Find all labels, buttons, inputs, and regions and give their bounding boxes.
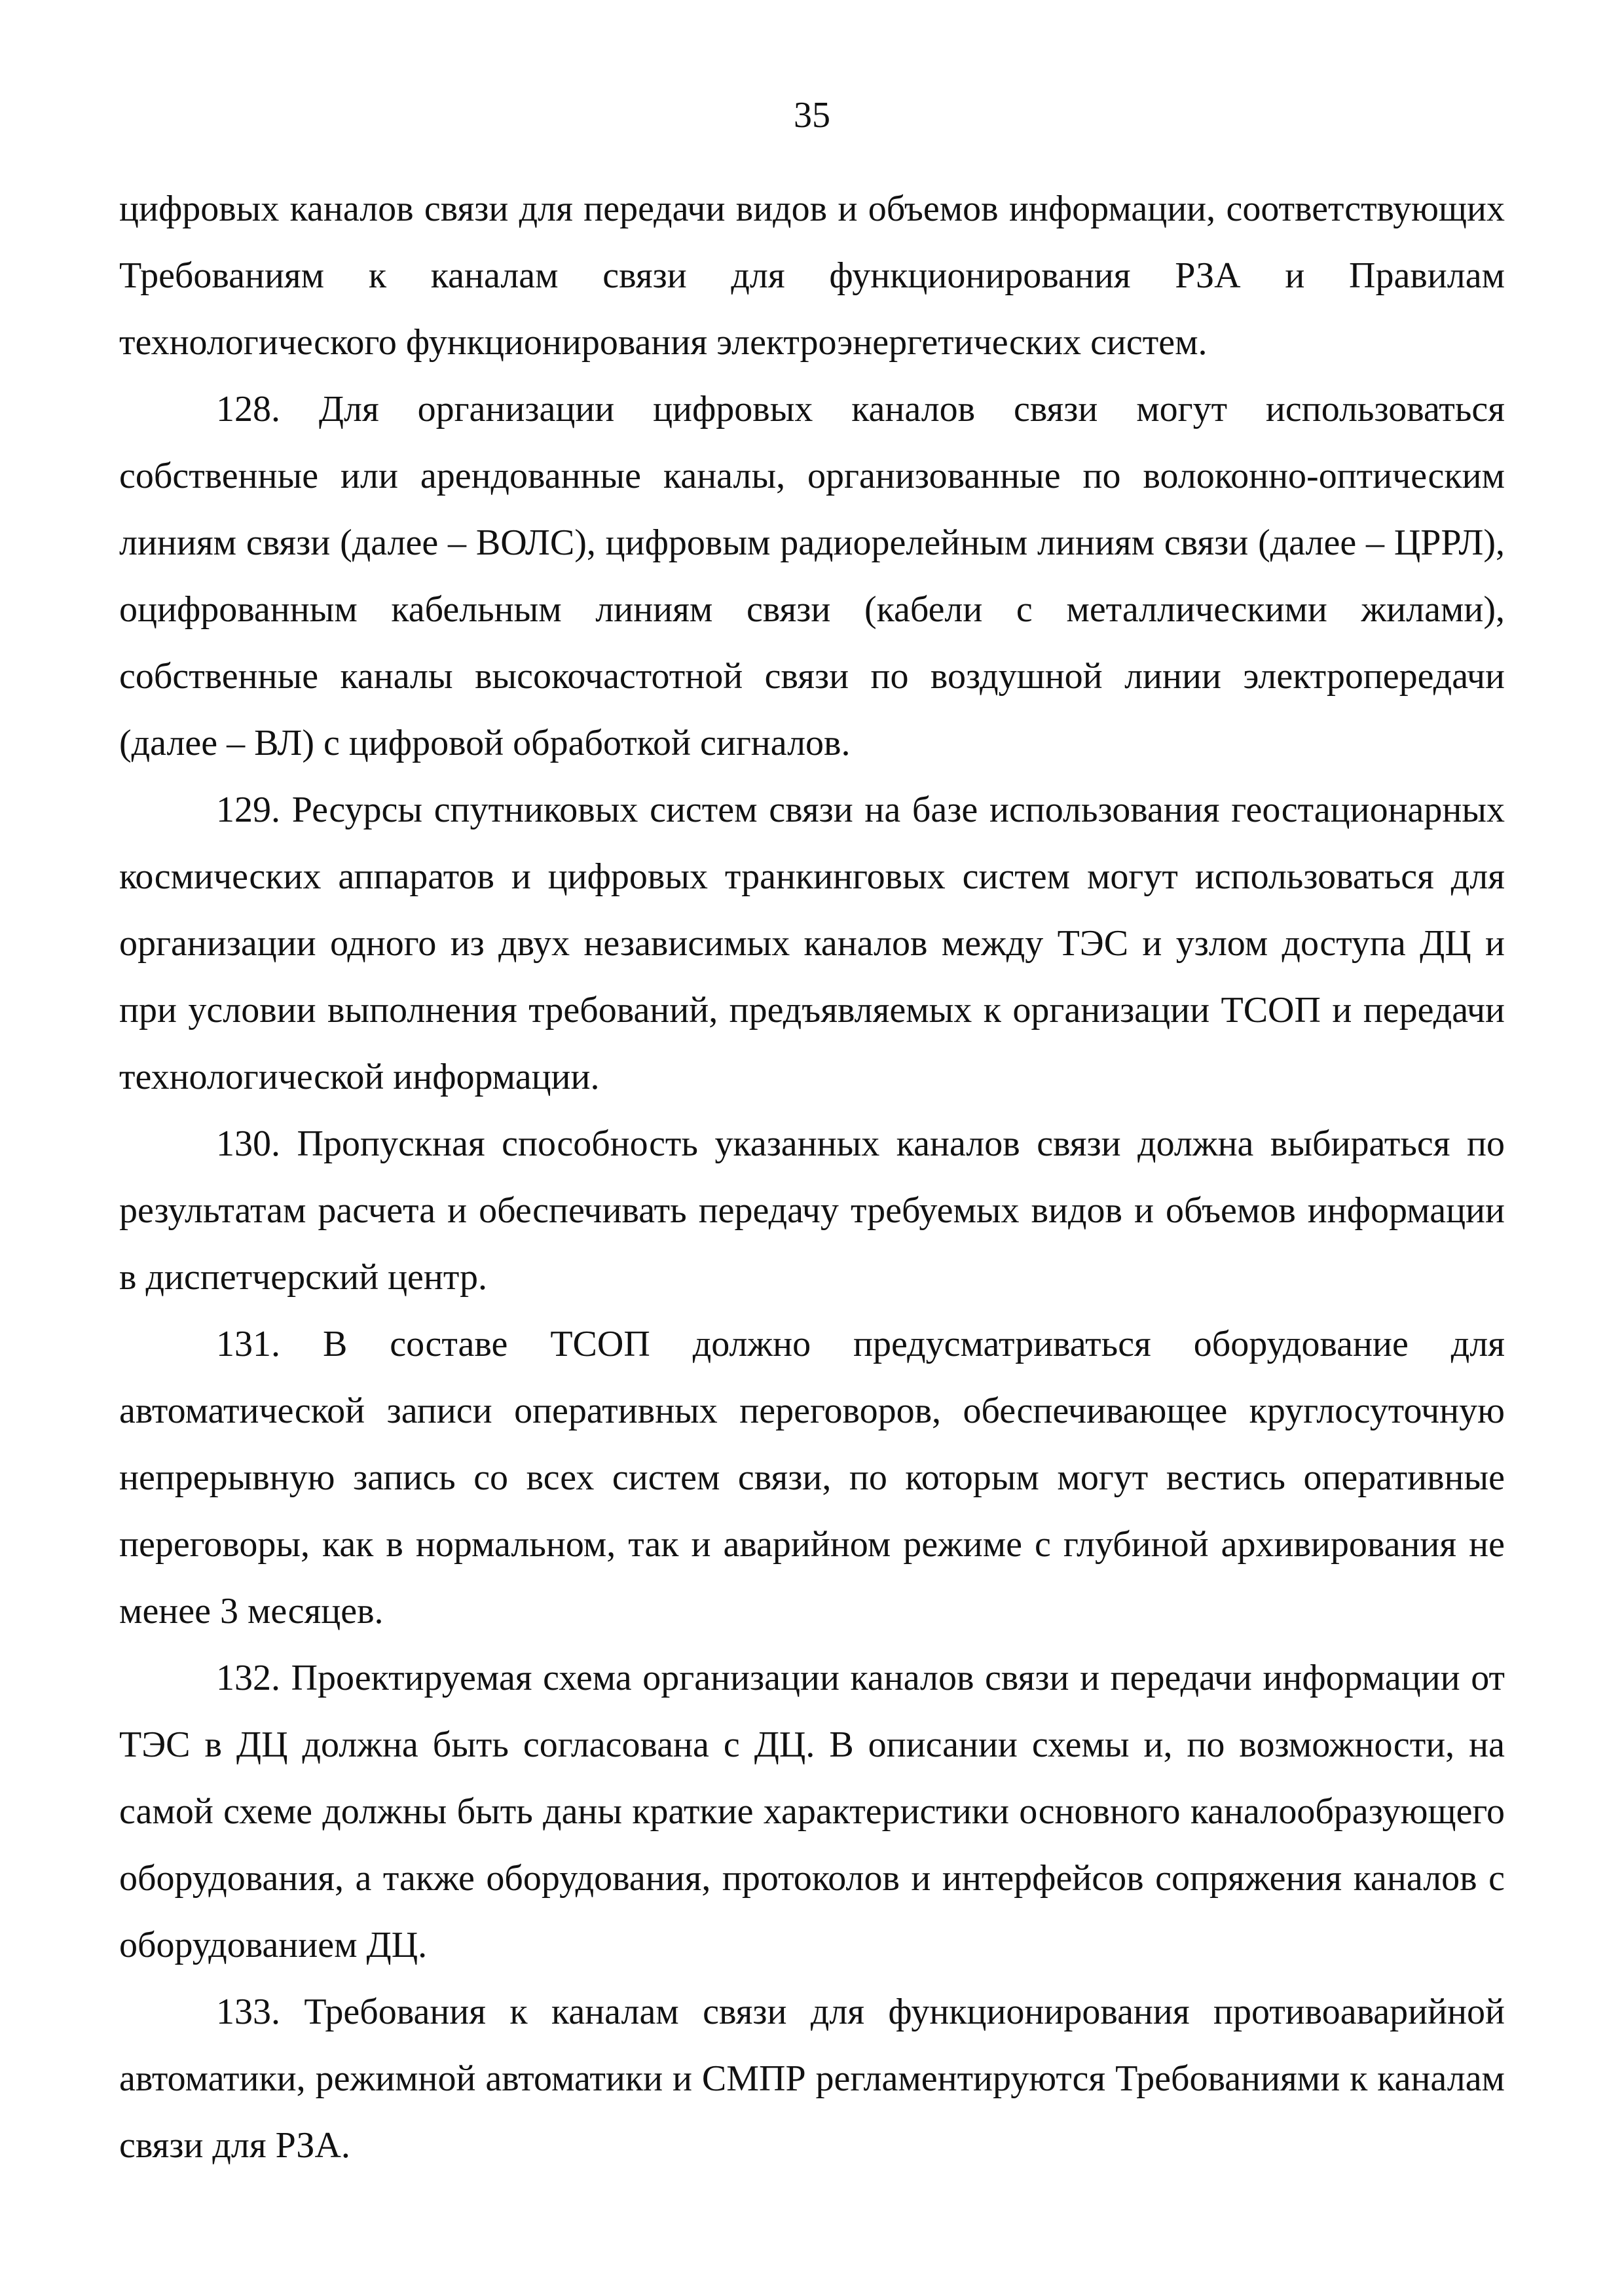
page-number: 35 (794, 95, 830, 136)
paragraph-128: 128. Для организации цифровых каналов связи могут использоваться собственные или арендованные каналы, организованные по волоконно-оптическим линиям связи (далее – ВОЛС), цифровым радиорелейным линиям связи (далее – ЦРРЛ), оцифрованным кабельным линиям связи (кабели с металлическими жилами), собственные каналы высокочастотной связи по воздушной линии электропередачи (далее – ВЛ) с цифровой обработкой сигналов. (119, 389, 1505, 763)
paragraph-133: 133. Требования к каналам связи для функционирования противоаварийной автоматики, режимной автоматики и СМПР регламентируются Требованиями к каналам связи для РЗА. (119, 1992, 1505, 2166)
paragraph-continuation: цифровых каналов связи для передачи видов и объемов информации, соответствующих Требованиям к каналам связи для функционирования РЗА и Правилам технологического функционирования электроэнергетических систем. (119, 189, 1505, 363)
document-body (119, 175, 1505, 2179)
paragraph-132: 132. Проектируемая схема организации каналов связи и передачи информации от ТЭС в ДЦ должна быть согласована с ДЦ. В описании схемы и, по возможности, на самой схеме должны быть даны краткие характеристики основного каналообразующего оборудования, а также оборудования, протоколов и интерфейсов сопряжения каналов с оборудованием ДЦ. (119, 1658, 1505, 1965)
paragraph-129: 129. Ресурсы спутниковых систем связи на базе использования геостационарных космических аппаратов и цифровых транкинговых систем могут использоваться для организации одного из двух независимых каналов между ТЭС и узлом доступа ДЦ и при условии выполнения требований, предъявляемых к организации ТСОП и передачи технологической информации. (119, 790, 1505, 1097)
paragraph-131: 131. В составе ТСОП должно предусматриваться оборудование для автоматической записи оперативных переговоров, обеспечивающее круглосуточную непрерывную запись со всех систем связи, по которым могут вестись оперативные переговоры, как в нормальном, так и аварийном режиме с глубиной архивирования не менее 3 месяцев. (119, 1324, 1505, 1631)
paragraph-130: 130. Пропускная способность указанных каналов связи должна выбираться по результатам расчета и обеспечивать передачу требуемых видов и объемов информации в диспетчерский центр. (119, 1123, 1505, 1298)
